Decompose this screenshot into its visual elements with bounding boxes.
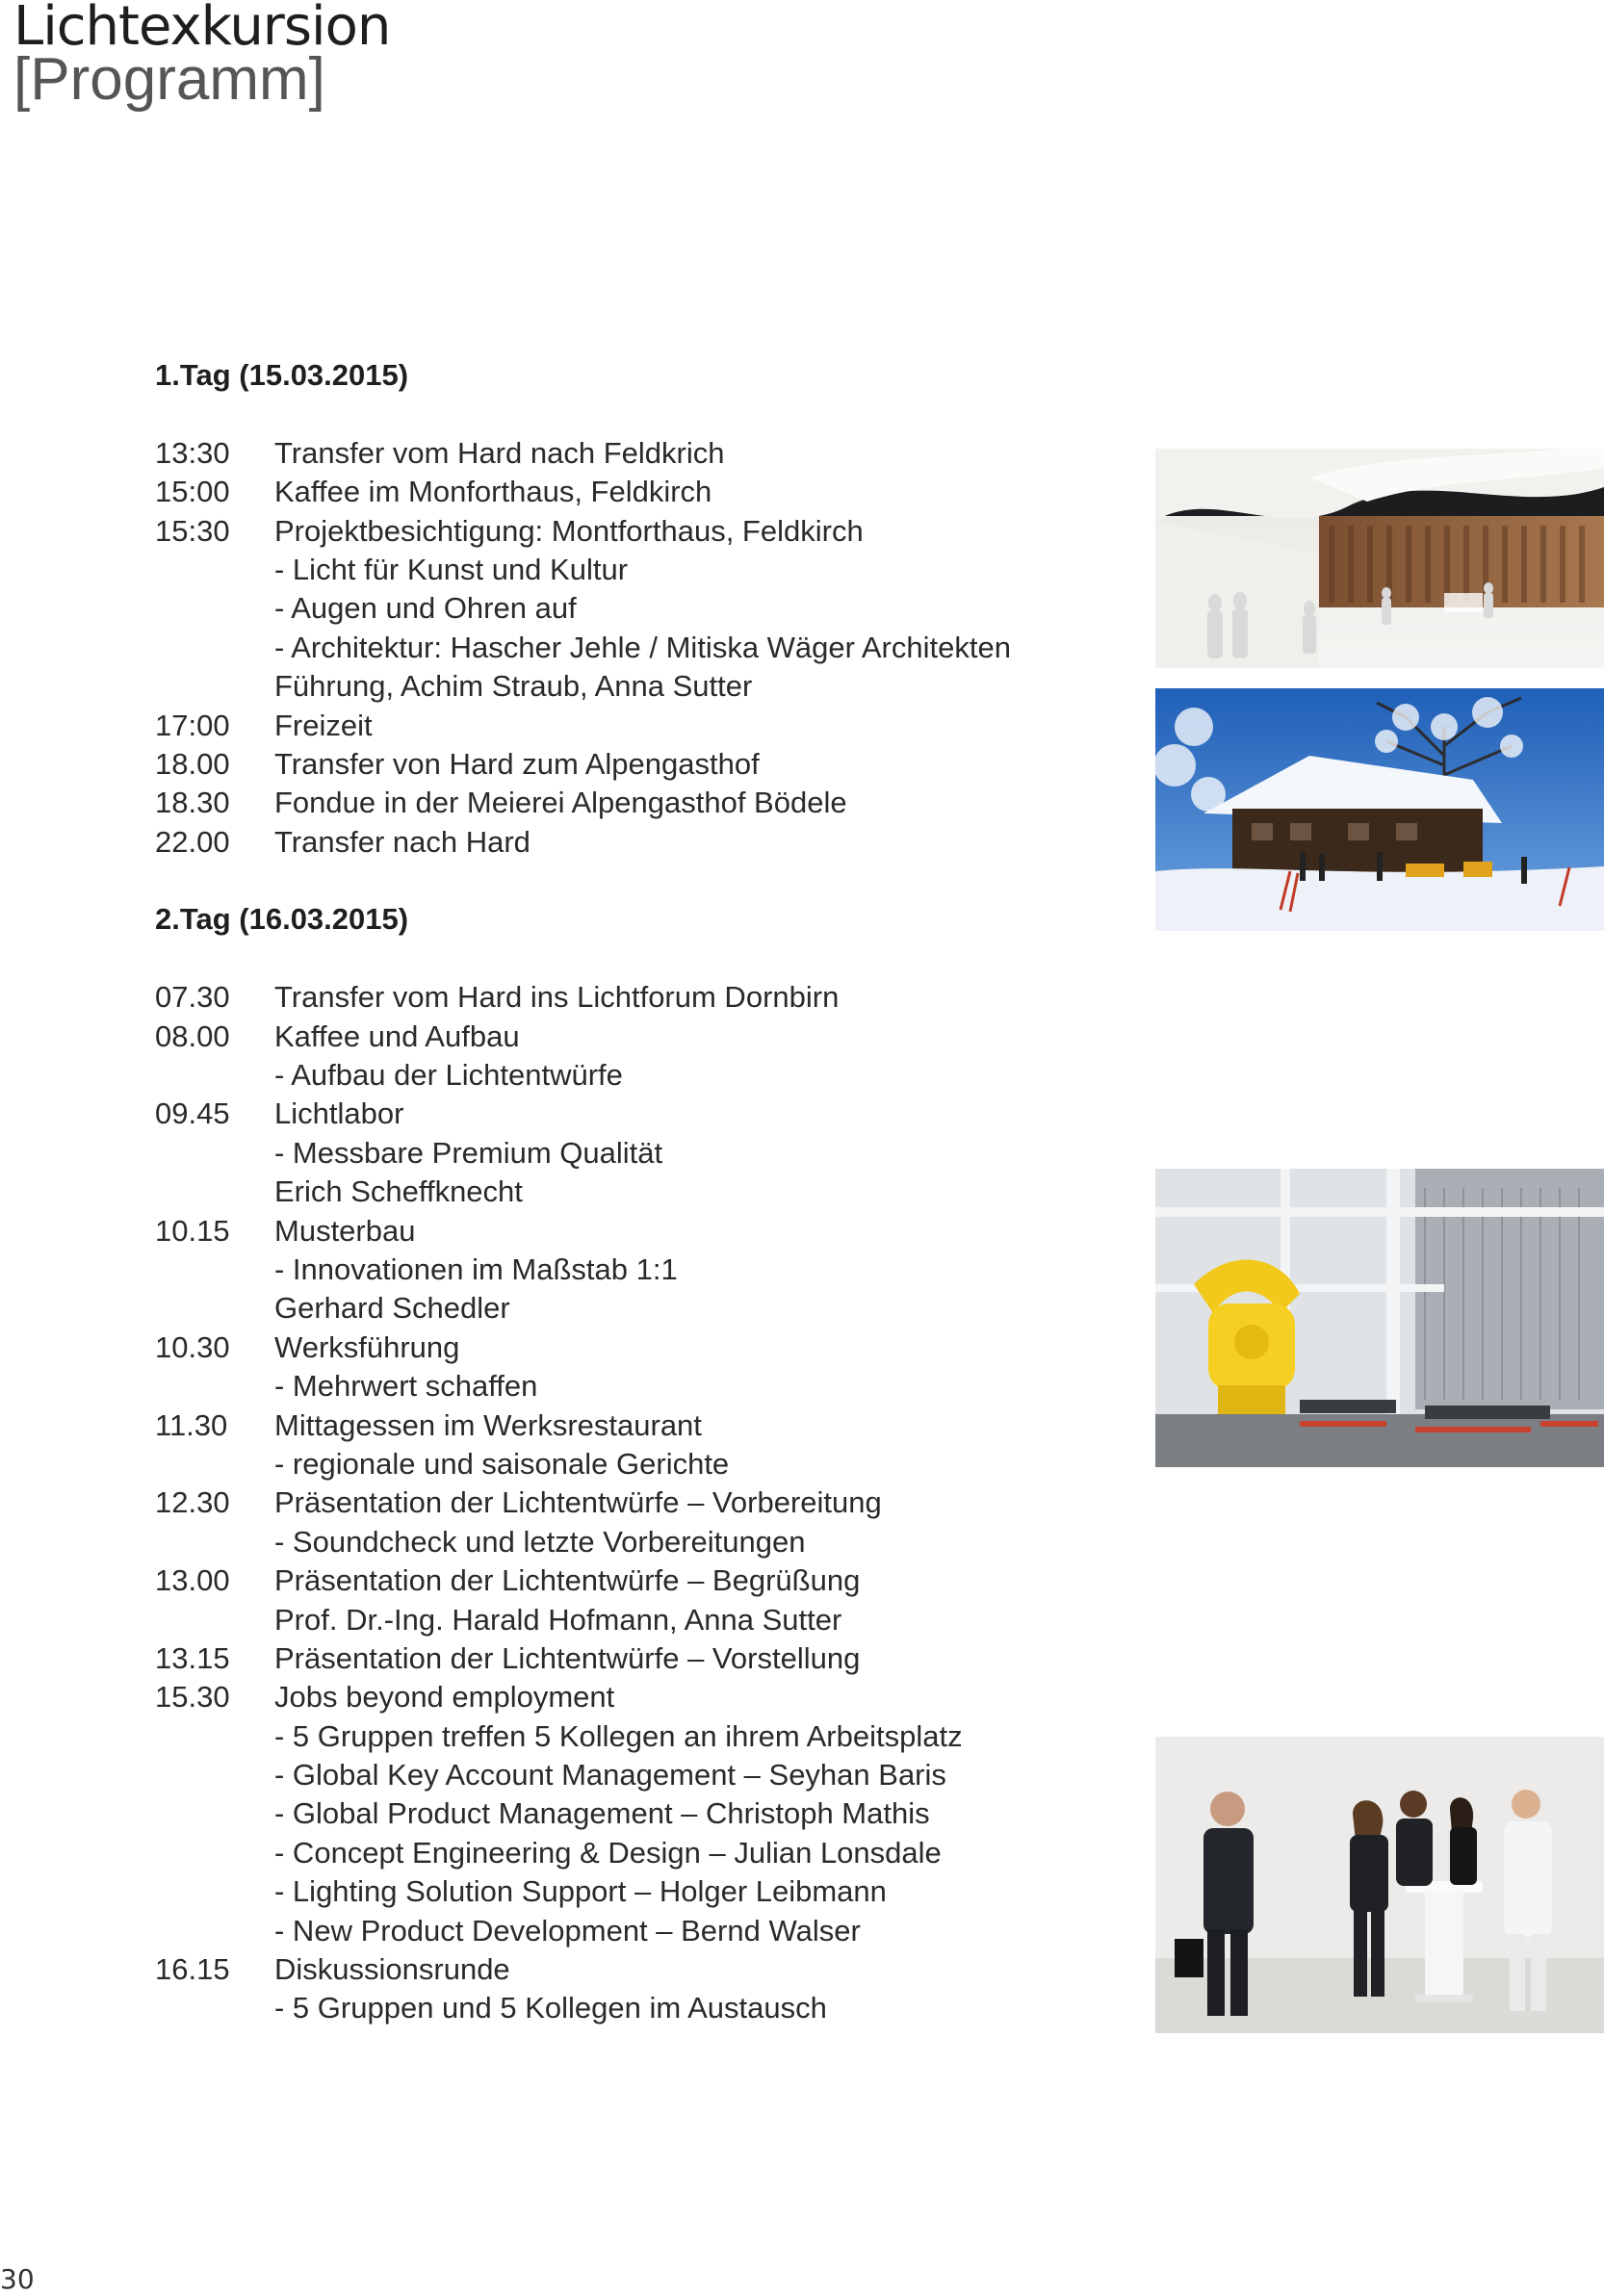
spacer [155, 395, 1118, 433]
row-text: - Global Product Management – Christoph Mathis [274, 1796, 930, 1831]
row-time [155, 1367, 274, 1406]
row-text: - Concept Engineering & Design – Julian Lonsdale [274, 1835, 942, 1870]
row-text: Transfer von Hard zum Alpengasthof [274, 746, 760, 781]
day2-list [155, 978, 1118, 2028]
row-time: 16.15 [155, 1952, 230, 1987]
schedule-row [155, 1717, 1118, 1756]
program-schedule [155, 356, 1118, 2028]
team-meeting-photo [1155, 1737, 1604, 2033]
row-text: Erich Scheffknecht [274, 1174, 523, 1209]
schedule-row [155, 1134, 1118, 1173]
montforthaus-interior-photo [1155, 449, 1604, 668]
row-time [155, 1834, 274, 1872]
schedule-row [155, 551, 1118, 589]
row-time: 12.30 [155, 1485, 230, 1520]
row-time: 08.00 [155, 1019, 230, 1053]
row-text: Werksführung [274, 1329, 460, 1364]
row-time [155, 1251, 274, 1289]
schedule-row [155, 1523, 1118, 1561]
schedule-row [155, 1834, 1118, 1872]
row-text: - Augen und Ohren auf [274, 591, 577, 626]
day1-list [155, 434, 1118, 862]
day2-heading: 2.Tag (16.03.2015) [155, 902, 409, 937]
alpine-chalet-photo [1155, 688, 1604, 931]
row-time: 10.15 [155, 1213, 230, 1248]
schedule-row [155, 1406, 1118, 1445]
schedule-row [155, 1483, 1118, 1522]
row-time [155, 1445, 274, 1483]
row-time [155, 1173, 274, 1211]
schedule-row [155, 1056, 1118, 1095]
row-time: 22.00 [155, 824, 230, 859]
schedule-row [155, 1601, 1118, 1639]
schedule-row [155, 1872, 1118, 1911]
row-text: - Soundcheck und letzte Vorbereitungen [274, 1524, 806, 1559]
row-time: 11.30 [155, 1407, 228, 1442]
row-time [155, 1912, 274, 1950]
page-subtitle: [Programm] [13, 46, 325, 113]
row-text: Fondue in der Meierei Alpengasthof Bödele [274, 786, 847, 820]
row-time [155, 1756, 274, 1794]
row-text: - regionale und saisonale Gerichte [274, 1446, 730, 1481]
schedule-row [155, 473, 1118, 511]
schedule-row [155, 1095, 1118, 1133]
row-time [155, 1717, 274, 1756]
schedule-row [155, 978, 1118, 1017]
row-time [155, 629, 274, 667]
row-time [155, 1289, 274, 1328]
page-title: Lichtexkursion [13, 0, 391, 58]
row-time: 18.00 [155, 746, 230, 781]
row-text: Jobs beyond employment [274, 1680, 615, 1715]
row-time [155, 1601, 274, 1639]
row-time [155, 1523, 274, 1561]
schedule-row [155, 1639, 1118, 1678]
row-time: 15:30 [155, 513, 230, 548]
day1-heading: 1.Tag (15.03.2015) [155, 358, 409, 392]
row-text: Mittagessen im Werksrestaurant [274, 1407, 702, 1442]
schedule-row [155, 1173, 1118, 1211]
row-time [155, 1794, 274, 1833]
schedule-row [155, 667, 1118, 706]
schedule-row [155, 1018, 1118, 1056]
row-text: - Innovationen im Maßstab 1:1 [274, 1251, 678, 1286]
row-time [155, 1056, 274, 1095]
row-text: Präsentation der Lichtentwürfe – Vorstellung [274, 1640, 861, 1675]
row-time: 15.30 [155, 1680, 230, 1715]
industrial-robot-photo [1155, 1169, 1604, 1467]
spacer [155, 862, 1118, 900]
schedule-row [155, 745, 1118, 784]
schedule-row [155, 1794, 1118, 1833]
row-time [155, 551, 274, 589]
schedule-row [155, 1950, 1118, 1989]
row-text: Musterbau [274, 1213, 416, 1248]
row-text: - Licht für Kunst und Kultur [274, 552, 629, 586]
row-text: - 5 Gruppen und 5 Kollegen im Austausch [274, 1991, 827, 2025]
row-text: - 5 Gruppen treffen 5 Kollegen an ihrem Arbeitsplatz [274, 1718, 963, 1753]
schedule-row [155, 1678, 1118, 1716]
row-text: Transfer vom Hard ins Lichtforum Dornbirn [274, 980, 840, 1015]
schedule-row [155, 1756, 1118, 1794]
row-text: - Architektur: Hascher Jehle / Mitiska Wäger Architekten [274, 630, 1011, 664]
row-time: 17:00 [155, 708, 230, 742]
schedule-row [155, 784, 1118, 822]
row-text: Gerhard Schedler [274, 1291, 510, 1326]
schedule-row [155, 1367, 1118, 1406]
row-text: - Lighting Solution Support – Holger Leibmann [274, 1874, 887, 1909]
schedule-row [155, 1289, 1118, 1328]
row-text: Transfer vom Hard nach Feldkrich [274, 435, 725, 470]
row-text: Kaffee und Aufbau [274, 1019, 520, 1053]
row-time: 15:00 [155, 475, 230, 509]
row-text: Transfer nach Hard [274, 824, 530, 859]
schedule-row [155, 1251, 1118, 1289]
schedule-row [155, 1989, 1118, 2027]
row-text: Projektbesichtigung: Montforthaus, Feldkirch [274, 513, 864, 548]
row-text: - Messbare Premium Qualität [274, 1135, 663, 1170]
schedule-row [155, 1912, 1118, 1950]
schedule-row [155, 512, 1118, 551]
row-text: - Aufbau der Lichtentwürfe [274, 1058, 623, 1093]
schedule-row [155, 434, 1118, 473]
schedule-row [155, 1212, 1118, 1251]
spacer [155, 940, 1118, 978]
schedule-row [155, 1445, 1118, 1483]
schedule-row [155, 823, 1118, 862]
schedule-row [155, 707, 1118, 745]
row-text: Lichtlabor [274, 1096, 404, 1131]
schedule-row [155, 1561, 1118, 1600]
row-time [155, 1872, 274, 1911]
row-text: - Mehrwert schaffen [274, 1369, 538, 1404]
row-text: - Global Key Account Management – Seyhan Baris [274, 1758, 946, 1793]
page-number: 30 [0, 2263, 35, 2295]
row-time: 13.00 [155, 1563, 230, 1598]
row-time [155, 589, 274, 628]
row-time: 13:30 [155, 435, 230, 470]
row-text: Präsentation der Lichtentwürfe – Vorbereitung [274, 1485, 882, 1520]
schedule-row [155, 1329, 1118, 1367]
row-text: - New Product Development – Bernd Walser [274, 1913, 861, 1948]
row-time: 10.30 [155, 1329, 230, 1364]
row-text: Freizeit [274, 708, 373, 742]
row-text: Führung, Achim Straub, Anna Sutter [274, 669, 753, 704]
row-time [155, 1989, 274, 2027]
schedule-row [155, 589, 1118, 628]
row-time [155, 1134, 274, 1173]
row-time: 18.30 [155, 786, 230, 820]
row-time: 13.15 [155, 1640, 230, 1675]
row-text: Kaffee im Monforthaus, Feldkirch [274, 475, 712, 509]
row-text: Prof. Dr.-Ing. Harald Hofmann, Anna Sutter [274, 1602, 842, 1637]
row-time [155, 667, 274, 706]
schedule-row [155, 629, 1118, 667]
row-text: Präsentation der Lichtentwürfe – Begrüßung [274, 1563, 861, 1598]
row-time: 07.30 [155, 980, 230, 1015]
row-time: 09.45 [155, 1096, 230, 1131]
row-text: Diskussionsrunde [274, 1952, 510, 1987]
